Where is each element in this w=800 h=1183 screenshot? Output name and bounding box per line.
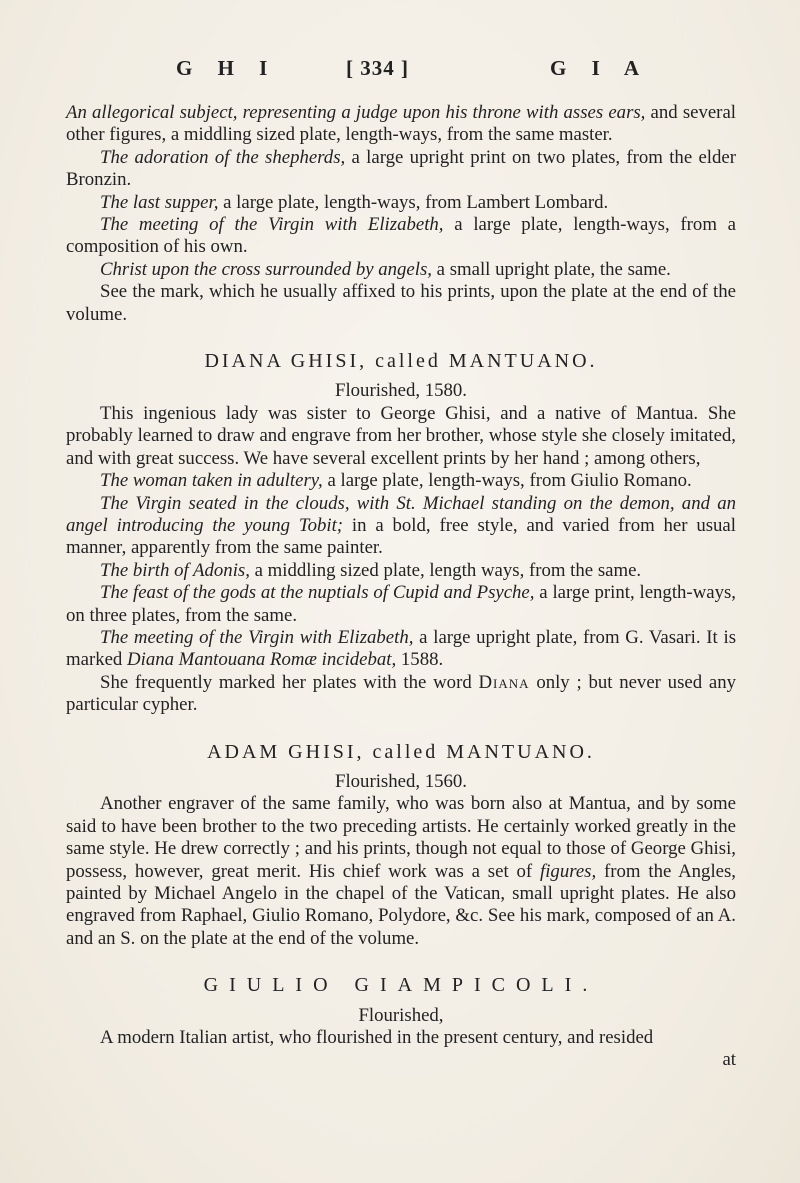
entry-mark-note: See the mark, which he usually affixed to his prints, upon the plate at the end of the volume. xyxy=(66,281,736,325)
catchword: at xyxy=(722,1049,736,1071)
diana-meeting: The meeting of the Virgin with Elizabeth, a large upright plate, from G. Vasari. It is marked Diana Mantouana Romæ incidebat, 1588. xyxy=(66,626,737,671)
header-left: G H I xyxy=(176,56,278,80)
flourished-giulio: Flourished, xyxy=(358,1004,444,1026)
flourished-diana: Flourished, 1580. xyxy=(335,380,467,402)
running-header xyxy=(0,56,800,96)
diana-feast: The feast of the gods at the nuptials of Cupid and Psyche, a large print, length-ways, on three plates, from the same. xyxy=(66,582,736,626)
diana-intro: This ingenious lady was sister to George Ghisi, and a native of Mantua. She probably learned to draw and engrave from her brother, whose style she closely imitated, and with great success. We have several excellent prints by her hand ; among others, xyxy=(66,402,736,469)
entry-allegorical: An allegorical subject, representing a judge upon his throne with asses ears, and several other figures, a middling sized plate, length-ways, from the same master. xyxy=(66,102,736,146)
entry-christ: Christ upon the cross surrounded by angels, a small upright plate, the same. xyxy=(100,258,671,280)
page-number: [ 334 ] xyxy=(346,56,409,80)
heading-adam: ADAM GHISI, called MANTUANO. xyxy=(207,740,595,763)
adam-body: Another engraver of the same family, who was born also at Mantua, and by some said to have been brother to the two preceding artists. He certainly worked greatly in the same style. He drew correctly ; and his prints, though not equal to those of George Ghisi, possess, however, great merit. His chief work was a set of figures, from the Angles, painted by Michael Angelo in the chapel of the Vatican, small upright plates. He also engraved from Raphael, Giulio Romano, Polydore, &c. See his mark, composed of an A. and an S. on the plate at the end of the volume. xyxy=(66,793,736,949)
diana-adonis: The birth of Adonis, a middling sized plate, length ways, from the same. xyxy=(100,559,642,581)
body-text xyxy=(66,102,736,1072)
entry-last-supper: The last supper, a large plate, length-ways, from Lambert Lombard. xyxy=(100,191,609,213)
heading-giulio: GIULIO GIAMPICOLI. xyxy=(203,974,599,997)
giulio-body: A modern Italian artist, who flourished in the present century, and resided xyxy=(100,1027,654,1049)
flourished-adam: Flourished, 1560. xyxy=(335,770,467,792)
entry-adoration: The adoration of the shepherds, a large upright print on two plates, from the elder Bronzin. xyxy=(66,146,736,191)
diana-cypher: She frequently marked her plates with the word Diana only ; but never used any particular cypher. xyxy=(66,671,736,716)
diana-woman: The woman taken in adultery, a large plate, length-ways, from Giulio Romano. xyxy=(100,470,692,492)
diana-virgin: The Virgin seated in the clouds, with St. Michael standing on the demon, and an angel introducing the young Tobit; in a bold, free style, and varied from her usual manner, apparently from the same painter. xyxy=(66,492,736,559)
entry-meeting: The meeting of the Virgin with Elizabeth, a large plate, length-ways, from a composition of his own. xyxy=(66,214,737,258)
header-right: G I A xyxy=(550,56,650,80)
heading-diana: DIANA GHISI, called MANTUANO. xyxy=(204,350,598,373)
